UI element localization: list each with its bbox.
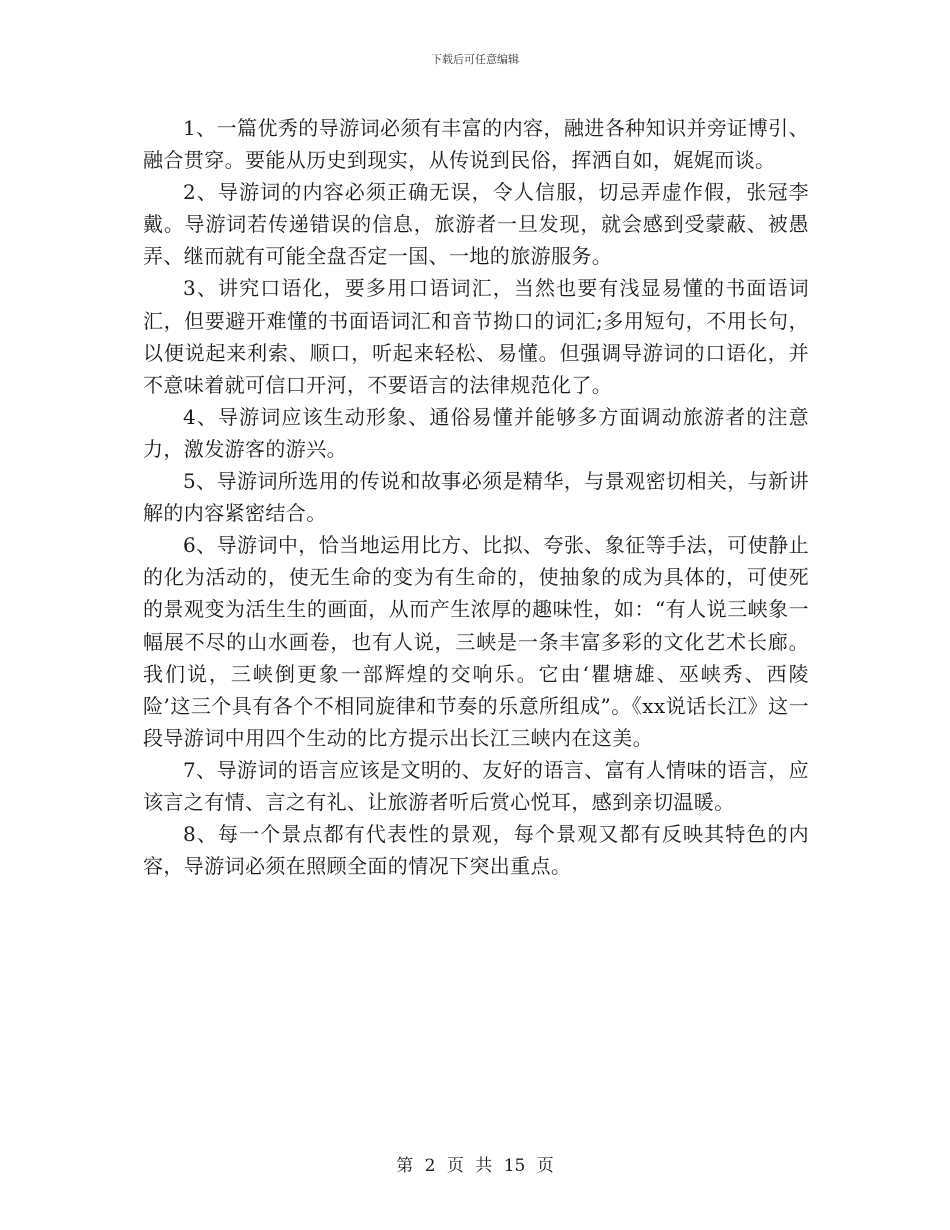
paragraph-4: 4、导游词应该生动形象、通俗易懂并能够多方面调动旅游者的注意力，激发游客的游兴。 — [143, 404, 809, 461]
paragraph-7: 7、导游词的语言应该是文明的、友好的语言、富有人情味的语言，应该言之有情、言之有礼、让旅游者听后赏心悦耳，感到亲切温暖。 — [143, 757, 809, 814]
paragraph-3: 3、讲究口语化，要多用口语词汇，当然也要有浅显易懂的书面语词汇，但要避开难懂的书面语词汇和音节拗口的词汇;多用短句，不用长句，以便说起来利索、顺口，听起来轻松、易懂。但强调导游词的口语化，并不意味着就可信口开河，不要语言的法律规范化了。 — [143, 276, 809, 397]
paragraph-6: 6、导游词中，恰当地运用比方、比拟、夸张、象征等手法，可使静止的化为活动的，使无生命的变为有生命的，使抽象的成为具体的，可使死的景观变为活生生的画面，从而产生浓厚的趣味性，如：“有人说三峡象一幅展不尽的山水画卷，也有人说，三峡是一条丰富多彩的文化艺术长廊。我们说，三峡倒更象一部辉煌的交响乐。它由‘瞿塘雄、巫峡秀、西陵险’这三个具有各个不相同旋律和节奏的乐意所组成”。《xx说话长江》这一段导游词中用四个生动的比方提示出长江三峡内在这美。 — [143, 533, 809, 750]
paragraph-8: 8、每一个景点都有代表性的景观，每个景观又都有反映其特色的内容，导游词必须在照顾全面的情况下突出重点。 — [143, 822, 809, 879]
document-body — [143, 112, 809, 882]
paragraph-2: 2、导游词的内容必须正确无误，令人信服，切忌弄虚作假，张冠李戴。导游词若传递错误的信息，旅游者一旦发现，就会感到受蒙蔽、被愚弄、继而就有可能全盘否定一国、一地的旅游服务。 — [143, 180, 809, 269]
page-number-footer: 第 2 页 共 15 页 — [396, 1156, 554, 1176]
paragraph-1: 1、一篇优秀的导游词必须有丰富的内容，融进各种知识并旁证博引、融合贯穿。要能从历史到现实，从传说到民俗，挥洒自如，娓娓而谈。 — [143, 116, 809, 173]
paragraph-5: 5、导游词所选用的传说和故事必须是精华，与景观密切相关，与新讲解的内容紧密结合。 — [143, 469, 809, 526]
page-header: 下载后可任意编辑 — [431, 53, 519, 66]
